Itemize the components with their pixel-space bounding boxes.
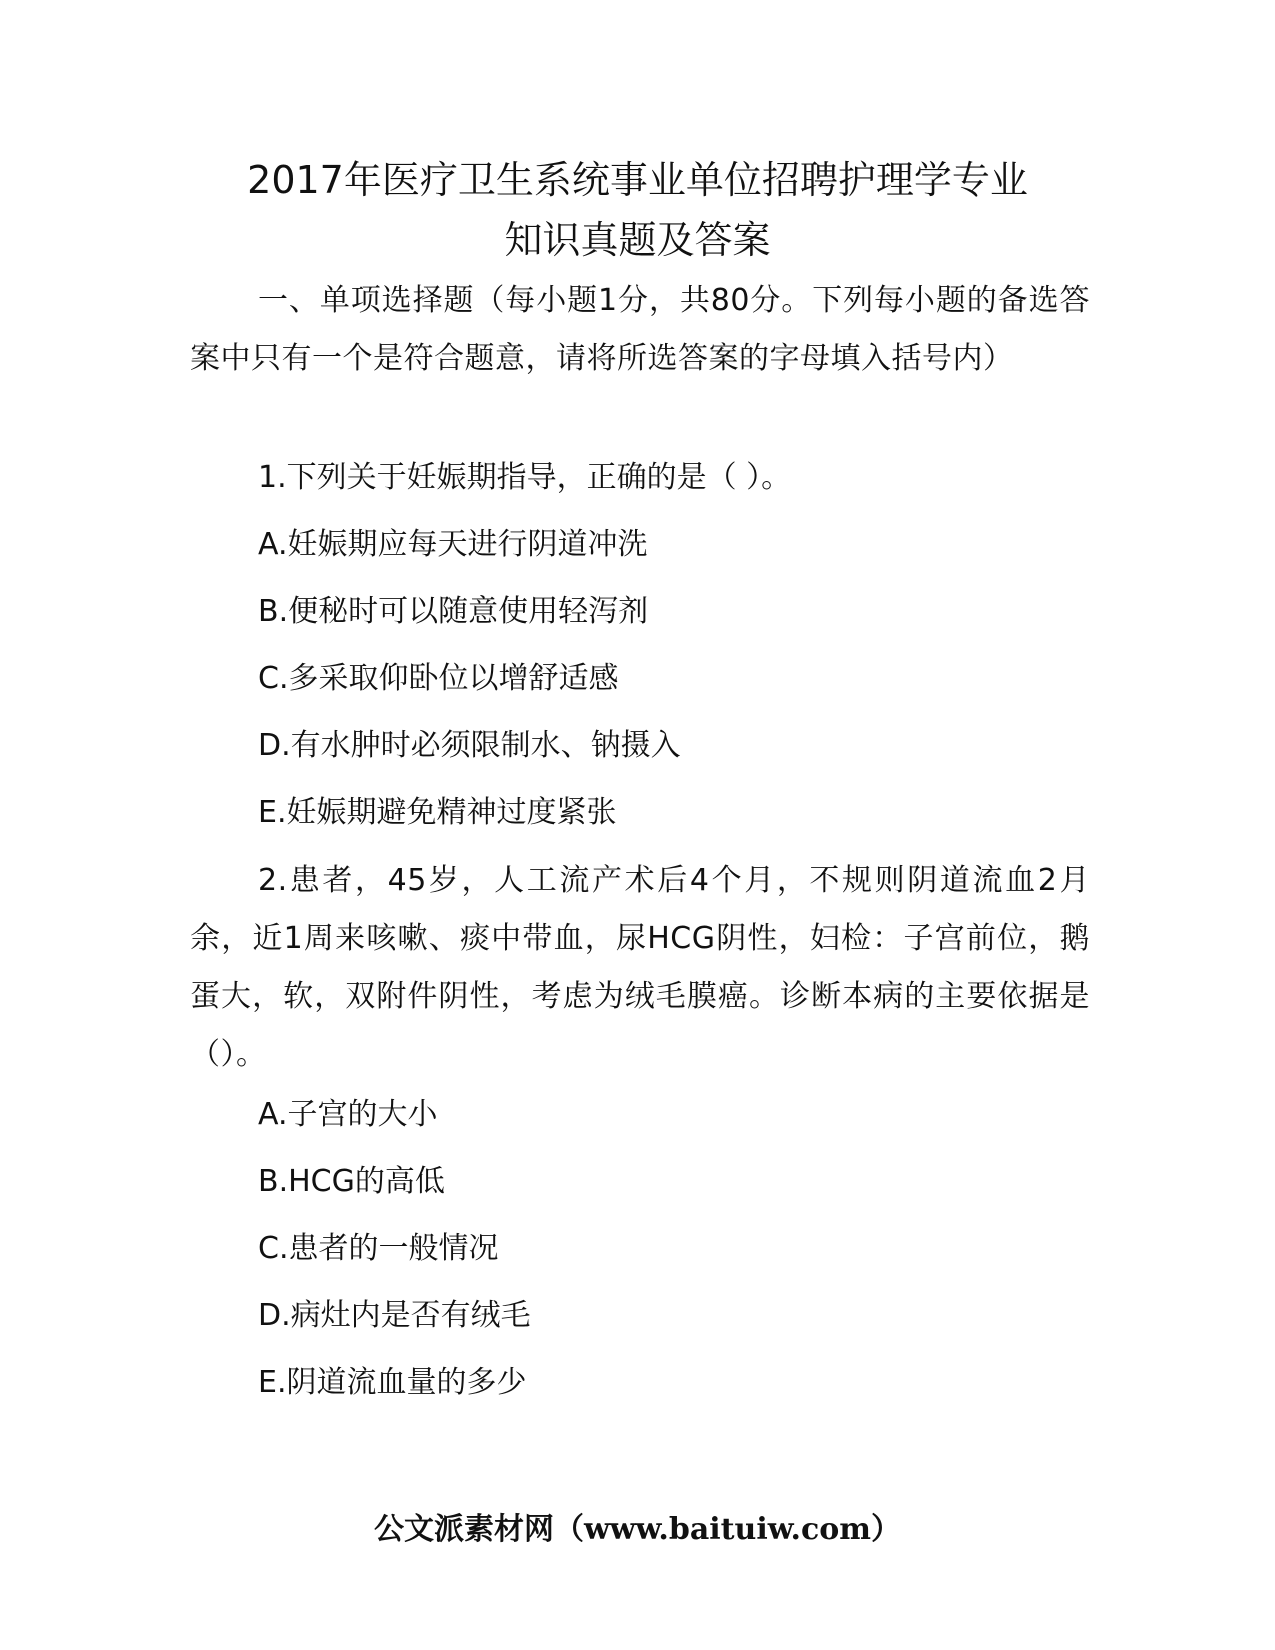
question-1-option-e: E.妊娠期避免精神过度紧张	[258, 795, 617, 830]
question-1-option-a: A.妊娠期应每天进行阴道冲洗	[258, 527, 648, 562]
question-1-option-c: C.多采取仰卧位以增舒适感	[258, 661, 619, 696]
question-1-option-d: D.有水肿时必须限制水、钠摄入	[258, 728, 681, 763]
title-line-2: 知识真题及答案	[504, 218, 771, 262]
question-2-stem: 2.患者，45岁，人工流产术后4个月，不规则阴道流血2月余，近1周来咳嗽、痰中带血，尿HCG阴性，妇检：子宫前位，鹅蛋大，软，双附件阴性，考虑为绒毛膜癌。诊断本病的主要依据是（）。	[190, 863, 1090, 1072]
question-1-stem: 1.下列关于妊娠期指导，正确的是（ ）。	[258, 460, 792, 495]
question-2-option-b: B.HCG的高低	[258, 1164, 445, 1199]
question-1-option-b: B.便秘时可以随意使用轻泻剂	[258, 594, 649, 629]
question-2-option-c: C.患者的一般情况	[258, 1231, 499, 1266]
question-2-option-d: D.病灶内是否有绒毛	[258, 1298, 531, 1333]
question-2-option-a: A.子宫的大小	[258, 1097, 438, 1132]
page-title	[150, 150, 1125, 270]
question-2-option-e: E.阴道流血量的多少	[258, 1365, 527, 1400]
section-heading: 一、单项选择题（每小题1分，共80分。下列每小题的备选答案中只有一个是符合题意，请将所选答案的字母填入括号内）	[190, 283, 1090, 376]
footer-source: 公文派素材网（www.baituiw.com）	[373, 1512, 902, 1547]
title-line-1: 2017年医疗卫生系统事业单位招聘护理学专业	[247, 158, 1028, 202]
